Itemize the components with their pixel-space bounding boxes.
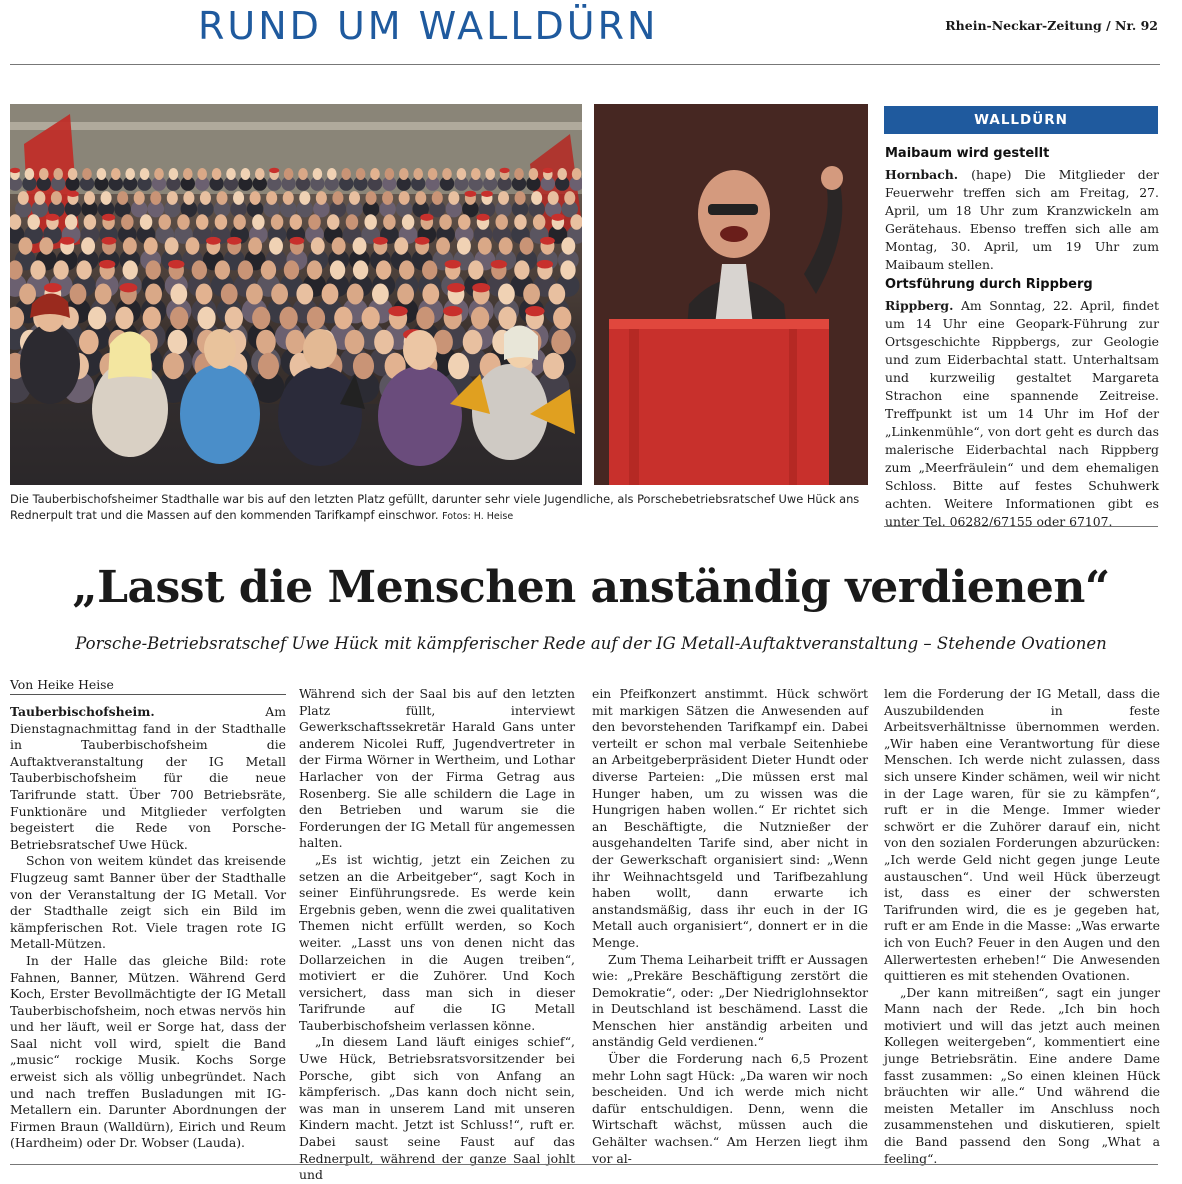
article-paragraph: Über die Forderung nach 6,5 Prozent mehr Lohn sagt Hück: „Da waren wir noch bescheiden. Und ich werde mich nicht dafür entschuldigen. Denn, wenn die Wirtschaft wächst, müssen auch die Gehälter wachsen.“ Am Herzen liegt ihm vor al- (592, 1051, 868, 1166)
article-paragraph: „Der kann mitreißen“, sagt ein junger Mann nach der Rede. „Ich bin hoch motiviert und will das jetzt auch meinen Kollegen weitergeben“, kommentiert eine junge Betriebsrätin. Eine andere Dame fasst zusammen: „So einen kleinen Hück bräuchten wir alle.“ Und während die meisten Metaller im Anschluss noch zusammenstehen und diskutieren, spielt die Band passend den Song „What a feeling“. (884, 984, 1160, 1166)
speaker-illustration (594, 104, 868, 485)
article-column-4 (884, 686, 1160, 1167)
sidebar-item-rippberg (885, 276, 1159, 531)
sidebar-item-body: Am Sonntag, 22. April, findet um 14 Uhr eine Geopark-Führung zur Ortsgeschichte Rippbergs, zur Geologie und zum Eiderbachtal statt. Unterhaltsam und kurzweilig gestaltet Margareta Strachon eine spannende Zeitreise. Treffpunkt ist um 14 Uhr im Hof der „Linkenmühle“, von dort geht es durch das malerische Eiderbachtal nach Rippberg zum „Meerfräulein“ und dem ehemaligen Schloss. Bitte auf festes Schuhwerk achten. Weitere Informationen gibt es unter Tel. 06282/67155 oder 67107. (885, 298, 1159, 529)
article-byline: Von Heike Heise (10, 676, 286, 695)
article-column-1 (10, 704, 286, 1152)
article-column-2 (299, 686, 575, 1184)
article-column-3 (592, 686, 868, 1167)
paragraph-text: Am Dienstagnachmittag fand in der Stadthalle in Tauberbischofsheim die Auftaktveranstaltung der IG Metall Tauberbischofsheim für die neue Tarifrunde statt. Über 700 Betriebsräte, Funktionäre und Mitglieder verfolgten begeistert die Rede von Porsche-Betriebsratschef Uwe Hück. (10, 704, 286, 852)
sidebar-divider (884, 526, 1158, 527)
sidebar-item-text (885, 297, 1159, 531)
audience-photo (10, 104, 582, 485)
header-divider (10, 64, 1160, 65)
article-headline: „Lasst die Menschen anständig verdienen“ (72, 562, 1110, 613)
speaker-photo (594, 104, 868, 485)
caption-text: Die Tauberbischofsheimer Stadthalle war bis auf den letzten Platz gefüllt, darunter sehr viele Jugendliche, als Porschebetriebsratschef Uwe Hück ans Rednerpult trat und die Massen auf den kommenden Tarifkampf einschwor. (10, 492, 860, 522)
sidebar-item-title: Ortsführung durch Rippberg (885, 277, 1093, 292)
article-paragraph: Während sich der Saal bis auf den letzten Platz füllt, interviewt Gewerkschaftssekretär Harald Gans unter anderem Nicolei Ruff, Jugendvertreter in der Firma Wörner in Wertheim, und Lothar Harlacher von der Firma Getrag aus Rosenberg. Sie alle schildern die Lage in den Betrieben und warum sie die Forderungen der IG Metall für angemessen halten. (299, 686, 575, 851)
sidebar-item-title: Maibaum wird gestellt (885, 146, 1050, 161)
article-paragraph: Zum Thema Leiharbeit trifft er Aussagen wie: „Prekäre Beschäftigung zerstört die Demokratie“, oder: „Der Niedriglohnsektor in Deutschland ist beschämend. Lasst die Menschen hier anständig arbeiten und anständig Geld verdienen.“ (592, 951, 868, 1050)
audience-illustration (10, 104, 582, 485)
section-title: RUND UM WALLDÜRN (198, 4, 659, 48)
sidebar-item-maibaum (885, 145, 1159, 274)
bottom-divider (10, 1164, 1158, 1165)
article-paragraph: „In diesem Land läuft einiges schief“, Uwe Hück, Betriebsratsvorsitzender bei Porsche, gibt sich von Anfang an kämpferisch. „Das kann doch nicht sein, was man in unserem Land mit unseren Kindern macht. Jetzt ist Schluss!“, ruft er. Dabei saust seine Faust auf das Rednerpult, während der ganze Saal johlt und (299, 1034, 575, 1183)
article-subheadline: Porsche-Betriebsratschef Uwe Hück mit kämpferischer Rede auf der IG Metall-Auftaktveranstaltung – Stehende Ovationen (75, 634, 1107, 653)
article-paragraph: Schon von weitem kündet das kreisende Flugzeug samt Banner über der Stadthalle von der Veranstaltung der IG Metall. Vor der Stadthalle zeigt sich ein Bild im kämpferischen Rot. Viele tragen rote IG Metall-Mützen. (10, 853, 286, 952)
sidebar-item-text (885, 166, 1159, 274)
article-paragraph: lem die Forderung der IG Metall, dass die Auszubildenden in feste Arbeitsverhältnisse übernommen werden. „Wir haben eine Verantwortung für diese Menschen. Ich werde nicht zulassen, dass sich unsere Kinder schämen, weil wir nicht in der Lage waren, für sie zu kämpfen“, ruft er in die Menge. Immer wieder schwört er die Zuhörer darauf ein, nicht von den sozialen Forderungen abzurücken: „Ich werde Geld nicht gegen junge Leute austauschen“. Und weil Hück überzeugt ist, dass es einer der schwersten Tarifrunden wird, die es je gegeben hat, ruft er am Ende in die Masse: „Was erwarte ich von Euch? Feuer in den Augen und den Allerwertesten erheben!“ Die Anwesenden quittieren es mit stehenden Ovationen. (884, 686, 1160, 984)
publication-info: Rhein-Neckar-Zeitung / Nr. 92 (945, 18, 1158, 33)
sidebar-heading: WALLDÜRN (884, 106, 1158, 134)
article-paragraph: „Es ist wichtig, jetzt ein Zeichen zu setzen an die Arbeitgeber“, sagt Koch in seiner Einführungsrede. Es werde kein Ergebnis geben, wenn die zwei qualitativen Themen nicht erfüllt werden, so Koch weiter. „Lasst uns von denen nicht das Dollarzeichen in die Augen treiben“, motiviert er die Zuhörer. Und Koch versichert, dass man sich in dieser Tarifrunde auf die IG Metall Tauberbischofsheim verlassen könne. (299, 851, 575, 1033)
sidebar-item-body: (hape) Die Mitglieder der Feuerwehr treffen sich am Freitag, 27. April, um 18 Uhr zum Kranzwickeln am Gerätehaus. Ebenso treffen sich alle am Montag, 30. April, um 19 Uhr zum Maibaum stellen. (885, 167, 1159, 272)
article-dateline: Tauberbischofsheim. (10, 704, 155, 719)
photo-caption (10, 491, 870, 525)
sidebar-item-place: Hornbach. (885, 167, 959, 182)
article-paragraph: ein Pfeifkonzert anstimmt. Hück schwört mit markigen Sätzen die Anwesenden auf den bevorstehenden Tarifkampf ein. Dabei verteilt er schon mal verbale Seitenhiebe an Arbeitgeberpräsident Dieter Hundt oder diverse Parteien: „Die müssen erst mal Hunger haben, um zu wissen was die Hungrigen haben wollen.“ Er richtet sich an Beschäftigte, die Nutznießer der ausgehandelten Tarife sind, aber nicht in der Gewerkschaft organisiert sind: „Wenn ihr Weihnachtsgeld und Tarifbezahlung haben wollt, dann erwarte ich anstandsmäßig, dass ihr euch in der IG Metall auch organisiert“, donnert er in die Menge. (592, 686, 868, 950)
photo-credit: Fotos: H. Heise (442, 511, 514, 522)
article-paragraph (10, 704, 286, 853)
article-paragraph: In der Halle das gleiche Bild: rote Fahnen, Banner, Mützen. Während Gerd Koch, Erster Bevollmächtigte der IG Metall Tauberbischofsheim, noch etwas nervös hin und her läuft, weil er Sorge hat, dass der Saal nicht voll wird, spielt die Band „music“ rockige Musik. Kochs Sorge erweist sich als völlig unbegründet. Nach und nach treffen Busladungen mit IG-Metallern ein. Darunter Abordnungen der Firmen Braun (Walldürn), Eirich und Reum (Hardheim) oder Dr. Wobser (Lauda). (10, 952, 286, 1151)
sidebar-item-place: Rippberg. (885, 298, 954, 313)
